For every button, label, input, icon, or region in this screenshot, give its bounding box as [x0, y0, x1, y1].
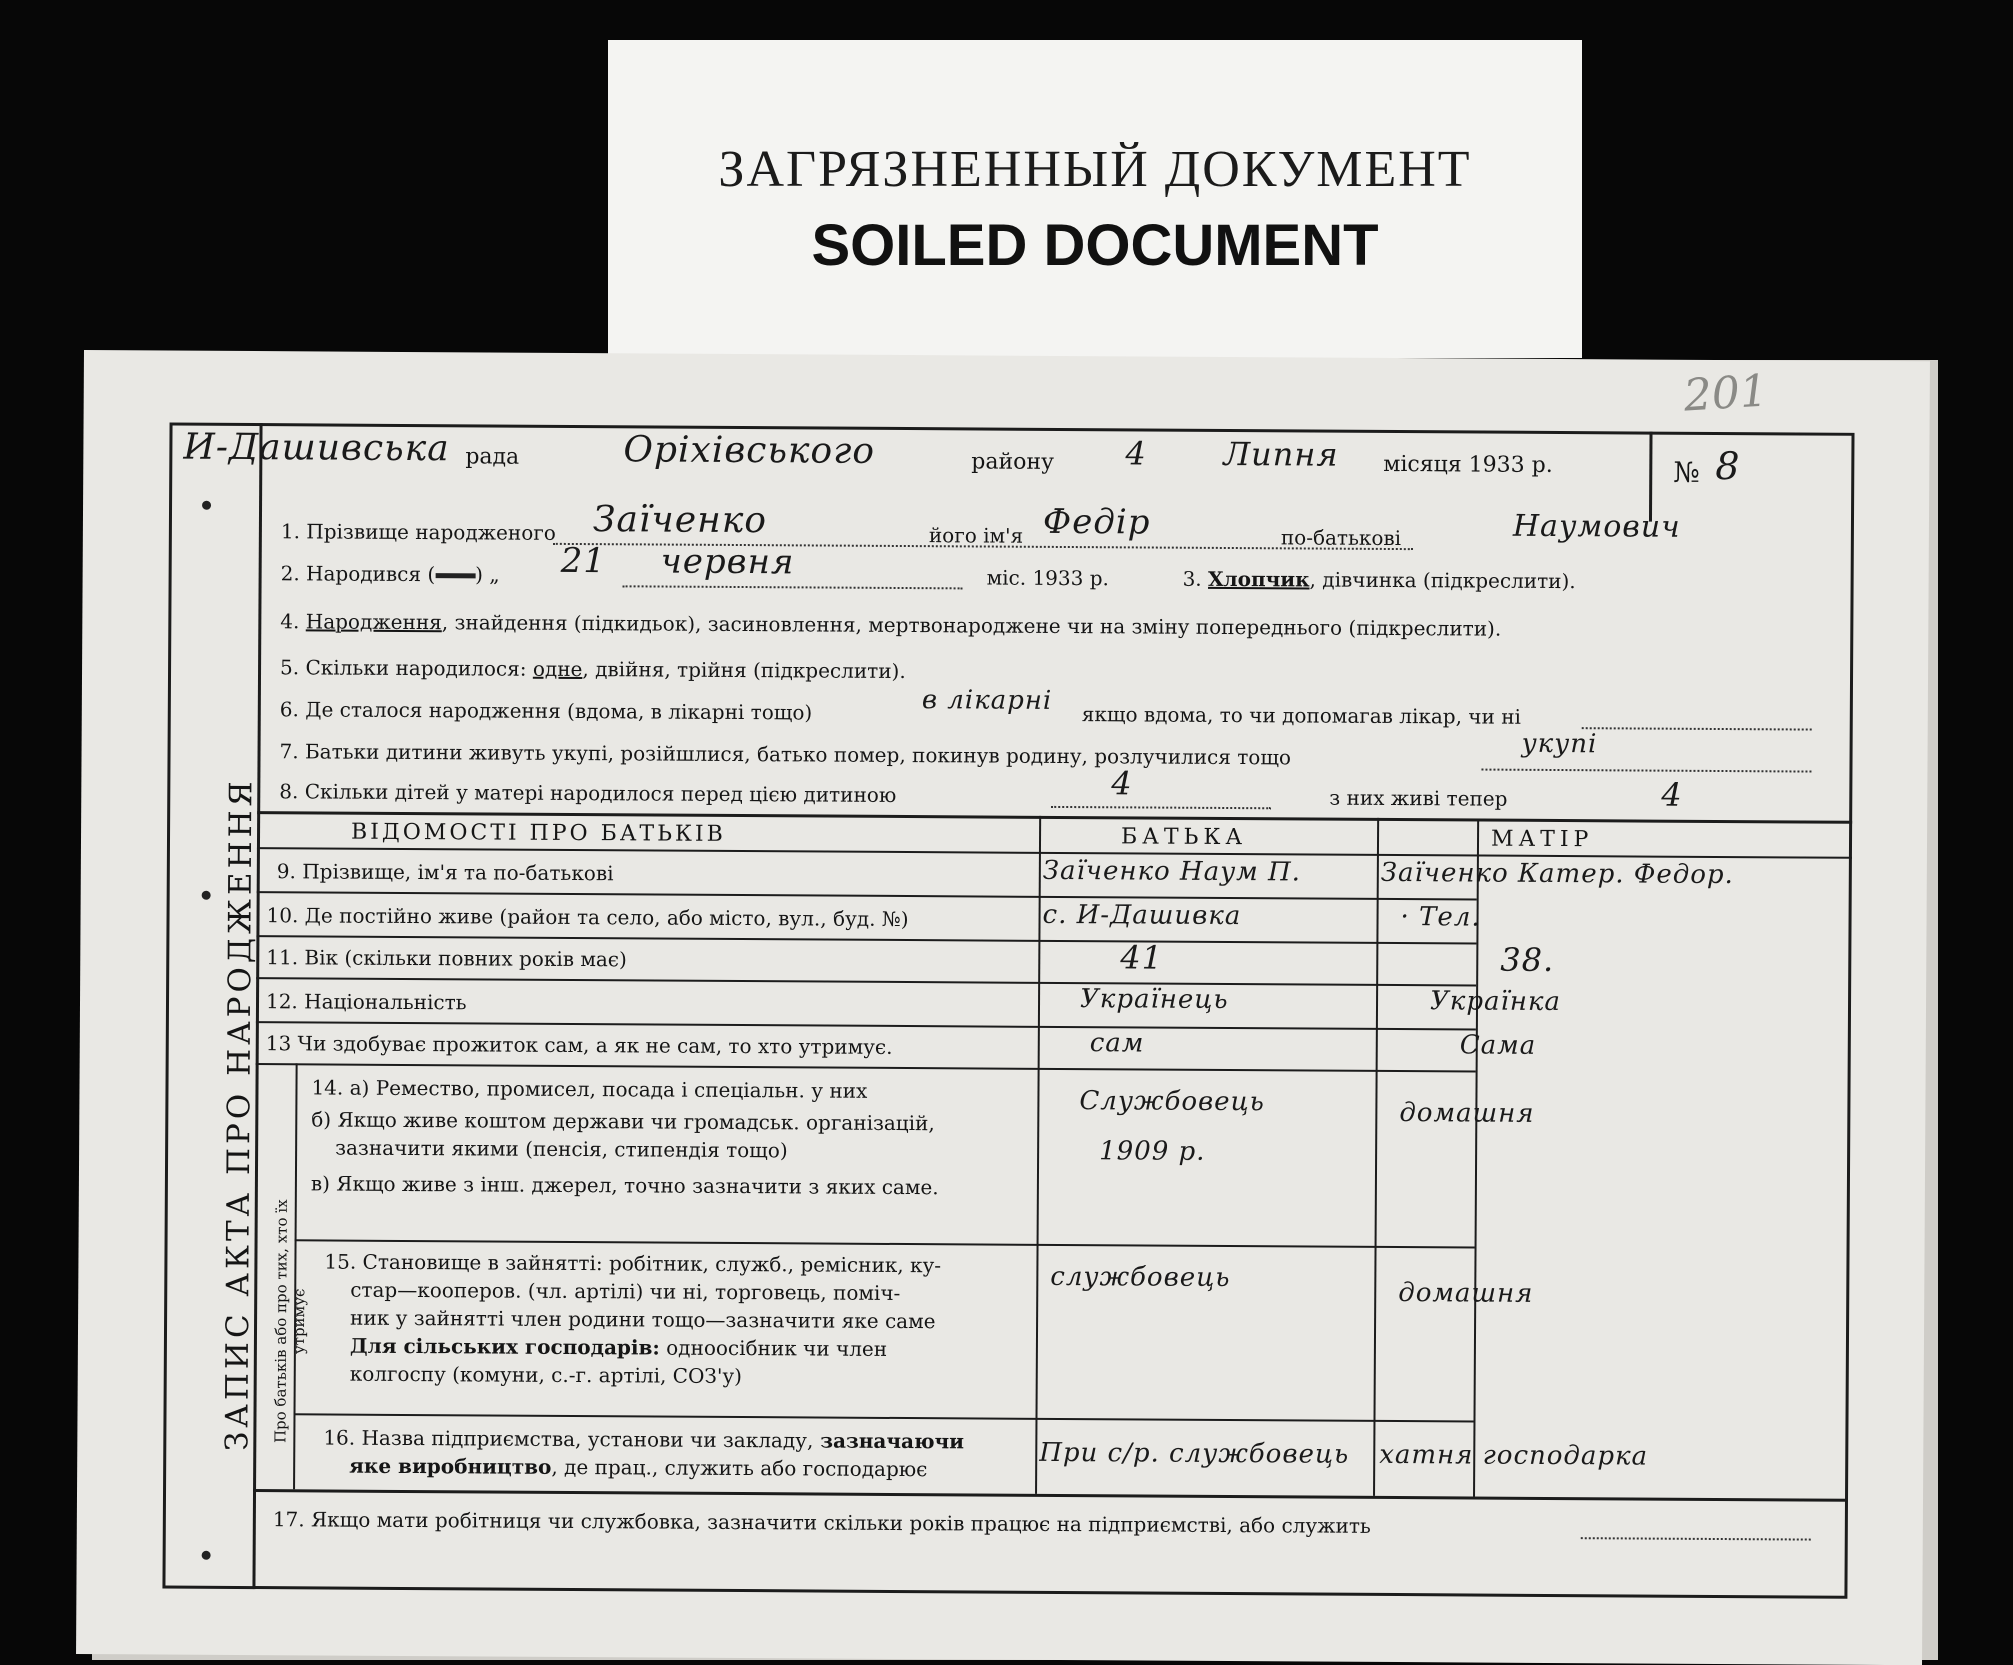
row10-mother-handwriting: · Тел. [1400, 902, 1481, 933]
table-head-father: БАТЬКА [1120, 824, 1248, 851]
row1-label: 1. Прізвище народженого [280, 519, 556, 545]
rada-label: рада [465, 444, 520, 470]
side-subtitle: Про батьків або про тих, хто їх утримує [271, 1199, 309, 1444]
row12-father-handwriting: Українець [1079, 984, 1229, 1016]
row15-l1: 15. Становище в зайнятті: робітник, служб., ремісник, ку- [324, 1249, 942, 1278]
table-head-mother: МАТІР [1490, 826, 1594, 853]
table-head-label: ВІДОМОСТІ ПРО БАТЬКІВ [350, 819, 726, 847]
row16-father-handwriting: При с/р. службовець [1039, 1437, 1350, 1470]
row16-mother-handwriting: хатня господарка [1379, 1439, 1649, 1472]
row15-father-handwriting: службовець [1050, 1261, 1231, 1294]
pin-hole [202, 1551, 211, 1560]
row6-handwriting: в лікарні [921, 685, 1053, 716]
row14-b1: б) Якщо живе коштом держави чи громадськ. організацій, [311, 1107, 935, 1136]
rayonu-label: району [971, 449, 1055, 475]
row14-c: в) Якщо живе з інш. джерел, точно зазначити з яких саме. [310, 1171, 939, 1200]
banner-russian-text: ЗАГРЯЗНЕННЫЙ ДОКУМЕНТ [718, 141, 1472, 198]
row16-l1: 16. Назва підприємства, установи чи закладу, зазначаючи [323, 1425, 965, 1454]
row13-father-handwriting: сам [1089, 1028, 1145, 1059]
row9-father-handwriting: Заїченко Наум П. [1042, 855, 1302, 888]
row10-father-handwriting: с. И-Дашивка [1042, 899, 1242, 932]
pin-hole [202, 891, 211, 900]
row14-b2: зазначити якими (пенсія, стипендія тощо) [335, 1135, 788, 1163]
row15-l2: стар—кооперов. (чл. артілі) чи ні, торговець, поміч- [350, 1277, 901, 1306]
row12-mother-handwriting: Українка [1429, 986, 1562, 1018]
row7-label: 7. Батьки дитини живуть укупі, розійшлися, батько помер, покинув родину, розлучилися тощо [279, 739, 1292, 770]
row14-father-handwriting: Службовець [1079, 1086, 1265, 1118]
soiled-document-banner [608, 40, 1582, 358]
row1-patronymic-handwriting: Наумович [1512, 508, 1681, 545]
row15-l5: колгоспу (комуни, с.-г. артілі, СОЗ'у) [349, 1361, 743, 1389]
number-label: № [1673, 455, 1700, 489]
pin-hole [202, 501, 211, 510]
row11-mother-handwriting: 38. [1500, 940, 1555, 979]
row2-mis-label: міс. 1933 р. [986, 565, 1109, 591]
birth-record-card [76, 350, 1930, 1665]
row14-a: 14. а) Ремество, промисел, посада і спеціальн. у них [311, 1075, 868, 1103]
row17-label: 17. Якщо мати робітниця чи службовка, зазначити скільки років працює на підприємстві, або служить [272, 1507, 1371, 1538]
banner-english-text: SOILED DOCUMENT [811, 213, 1379, 278]
month-year-label: місяця 1933 р. [1383, 451, 1553, 478]
row14-father-year-handwriting: 1909 р. [1099, 1136, 1206, 1167]
row8-mid-label: з них живі тепер [1329, 785, 1508, 811]
row1-patronymic-label: по-батькові [1280, 525, 1402, 551]
number-box-line [1649, 432, 1653, 522]
row13-mother-handwriting: Сама [1459, 1030, 1537, 1061]
number-handwriting: 8 [1715, 443, 1741, 489]
row6-label: 6. Де сталося народження (вдома, в лікарні тощо) [279, 697, 813, 725]
row1-surname-handwriting: Заїченко [592, 499, 768, 542]
side-title: ЗАПИС АКТА ПРО НАРОДЖЕННЯ [219, 777, 260, 1452]
row2-month-handwriting: червня [660, 541, 795, 583]
row15-l4: Для сільських господарів: одноосібник чи член [349, 1333, 888, 1361]
row15-l3: ник у зайнятті член родини тощо—зазначити яке саме [350, 1305, 936, 1334]
pencil-page-number: 201 [1682, 365, 1770, 422]
row1-name-label: його ім'я [928, 523, 1024, 548]
row2-day-handwriting: 21 [560, 540, 607, 582]
row7-handwriting: укупі [1521, 728, 1598, 760]
row6-rest: якщо вдома, то чи допомагав лікар, чи ні [1081, 702, 1522, 729]
row12-label: 12. Національність [265, 989, 467, 1015]
row9-label: 9. Прізвище, ім'я та по-батькові [276, 859, 614, 886]
row16-l2: яке виробництво, де прац., служить або господарює [349, 1453, 928, 1482]
row11-label: 11. Вік (скільки повних років має) [266, 945, 627, 972]
row8-alive-handwriting: 4 [1661, 775, 1683, 814]
row8-count-handwriting: 4 [1111, 764, 1133, 803]
row9-mother-handwriting: Заїченко Катер. Федор. [1380, 857, 1734, 891]
row14-mother-handwriting: домашня [1399, 1098, 1535, 1129]
row10-label: 10. Де постійно живе (район та село, або місто, вул., буд. №) [266, 903, 909, 932]
row4-label: 4. Народження, знайдення (підкидьок), засиновлення, мертвонароджене чи на зміну попереднього (підкреслити). [280, 609, 1502, 641]
month-handwriting: Липня [1223, 434, 1339, 474]
row2-sex-label: 3. Хлопчик, дівчинка (підкреслити). [1182, 566, 1576, 594]
row8-label: 8. Скільки дітей у матері народилося перед цією дитиною [279, 779, 897, 807]
row15-mother-handwriting: домашня [1398, 1278, 1534, 1309]
row1-name-handwriting: Федір [1042, 501, 1151, 543]
district-handwriting: Оріхівського [623, 429, 876, 472]
row13-label: 13 Чи здобуває прожиток сам, а як не сам, то хто утримує. [265, 1031, 893, 1059]
row5-label: 5. Скільки народилося: одне, двійня, трійня (підкреслити). [279, 655, 906, 684]
row11-father-handwriting: 41 [1120, 938, 1164, 977]
council-handwriting: И-Дашивська [183, 426, 450, 470]
day-handwriting: 4 [1125, 434, 1147, 473]
row2-label: 2. Народився ( ) „ [280, 561, 500, 587]
